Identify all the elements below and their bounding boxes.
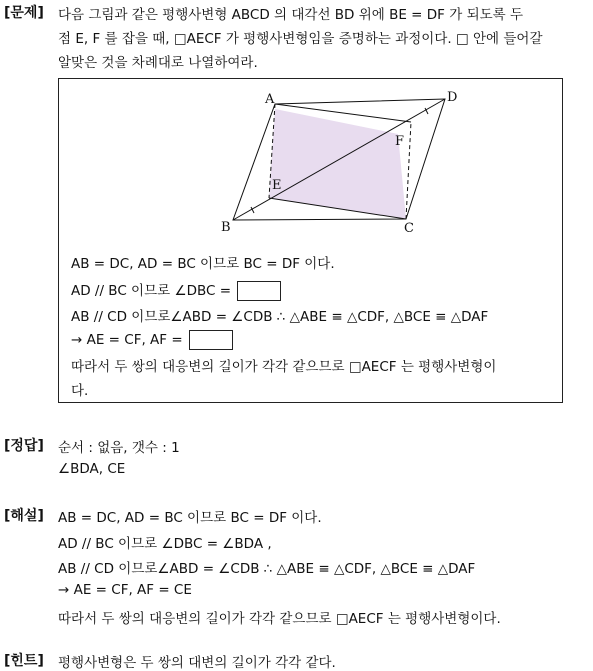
vertex-d-label: D: [447, 90, 458, 105]
vertex-b-label: B: [221, 220, 231, 235]
hint-tag: [힌트]: [4, 653, 44, 669]
problem-line-3: 알맞은 것을 차례대로 나열하여라.: [58, 55, 258, 71]
answer-line-1: 순서 : 없음, 갯수 : 1: [58, 440, 180, 456]
vertex-c-label: C: [404, 221, 414, 236]
vertex-f-label: F: [395, 134, 405, 149]
proof-line-1: AB = DC, AD = BC 이므로 BC = DF 이다.: [71, 256, 335, 272]
hint-line-1: 평행사변형은 두 쌍의 대변의 길이가 각각 같다.: [58, 655, 336, 671]
answer-blank-1: [237, 281, 281, 301]
answer-line-2: ∠BDA, CE: [58, 461, 126, 477]
aecf-shaded-region: [269, 109, 406, 219]
vertex-a-label: A: [265, 92, 275, 107]
proof-line-2-text: AD // BC 이므로 ∠DBC =: [71, 283, 232, 299]
problem-line-2: 점 E, F 를 잡을 때, □AECF 가 평행사변형임을 증명하는 과정이다. □ 안에 들어갈: [58, 31, 543, 47]
proof-line-4: [71, 330, 233, 350]
problem-figure-frame: [58, 78, 563, 403]
explanation-line-5: 따라서 두 쌍의 대응변의 길이가 각각 같으므로 □AECF 는 평행사변형이다.: [58, 611, 501, 627]
proof-line-2: [71, 279, 281, 301]
answer-blank-2: [189, 330, 233, 350]
proof-line-6: 다.: [71, 383, 89, 399]
explanation-line-2: AD // BC 이므로 ∠DBC = ∠BDA ,: [58, 536, 272, 552]
explanation-line-3: AB // CD 이므로∠ABD = ∠CDB ∴ △ABE ≡ △CDF, △BCE ≡ △DAF: [58, 561, 476, 577]
proof-line-3: AB // CD 이므로∠ABD = ∠CDB ∴ △ABE ≡ △CDF, △BCE ≡ △DAF: [71, 309, 489, 325]
explanation-tag: [해설]: [4, 508, 44, 524]
answer-tag: [정답]: [4, 438, 44, 454]
explanation-line-1: AB = DC, AD = BC 이므로 BC = DF 이다.: [58, 510, 322, 526]
proof-line-4-text: → AE = CF, AF =: [71, 332, 183, 348]
explanation-line-4: → AE = CF, AF = CE: [58, 582, 192, 598]
vertex-e-label: E: [272, 178, 282, 193]
proof-line-5: 따라서 두 쌍의 대응변의 길이가 각각 같으므로 □AECF 는 평행사변형이: [71, 359, 497, 375]
problem-line-1: 다음 그림과 같은 평행사변형 ABCD 의 대각선 BD 위에 BE = DF 가 되도록 두: [58, 7, 524, 23]
problem-tag: [문제]: [4, 5, 44, 21]
